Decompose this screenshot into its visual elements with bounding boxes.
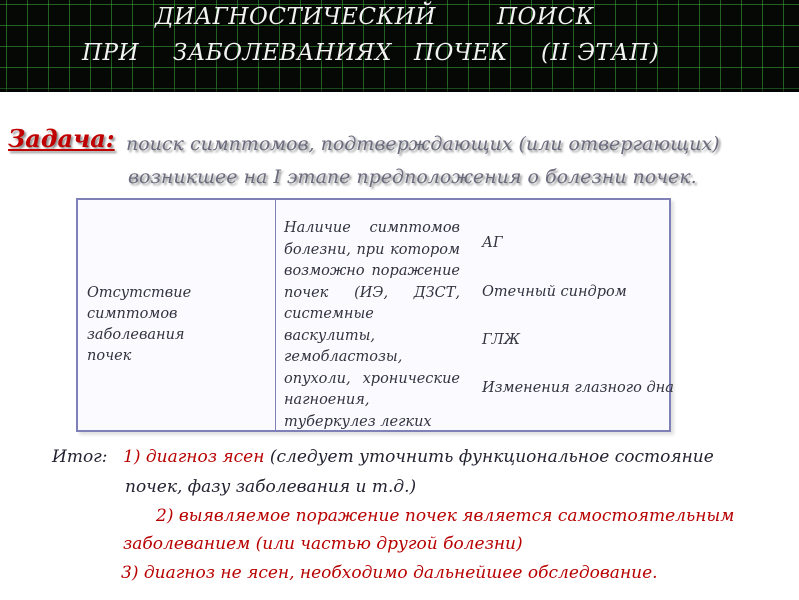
result-item-1-rest: (следует уточнить функциональное состояние [264,447,714,467]
task-line-2: возникшее на I этапе предположения о болезни почек. [128,166,697,188]
title-word-at: ПРИ [82,40,140,66]
result-item-1-red: 1) диагноз ясен [123,447,265,467]
result-item-2-line-2: заболеванием (или частью другой болезни) [123,534,523,554]
no-symptoms-line-3: почек [87,348,132,364]
result-item-1 [123,447,714,467]
result-item-3: 3) диагноз не ясен, необходимо дальнейшее обследование. [121,563,658,583]
no-symptoms-line-2: симптомов заболевания [87,306,185,343]
title-word-diagnostic: ДИАГНОСТИЧЕСКИЙ [155,4,436,30]
task-label: Задача: [8,124,115,153]
sign-edema: Отечный синдром [482,284,627,300]
table-cell-symptoms-present: Наличие симптомов болезни, при котором возможно поражение почек (ИЭ, ДЗСТ, системные васкулиты, гемобластозы, опухоли, хронические нагноения, туберкулез легких [284,220,460,430]
result-item-1-cont: почек, фазу заболевания и т.д.) [125,477,417,497]
title-banner [0,0,799,92]
sign-fundus-changes: Изменения глазного дна [482,380,674,396]
table-cell-no-symptoms [87,283,277,367]
sign-hypertension: АГ [482,235,503,251]
sign-lvh: ГЛЖ [482,332,520,348]
title-word-stage: (II ЭТАП) [541,40,660,66]
title-word-kidneys: ПОЧЕК [414,40,508,66]
title-word-diseases: ЗАБОЛЕВАНИЯХ [173,40,392,66]
title-word-search: ПОИСК [497,4,594,30]
no-symptoms-line-1: Отсутствие [87,285,192,301]
result-label: Итог: [52,447,108,467]
task-line-1: поиск симптомов, подтверждающих (или отвергающих) [126,133,720,155]
result-item-2-line-1: 2) выявляемое поражение почек является самостоятельным [156,506,735,526]
